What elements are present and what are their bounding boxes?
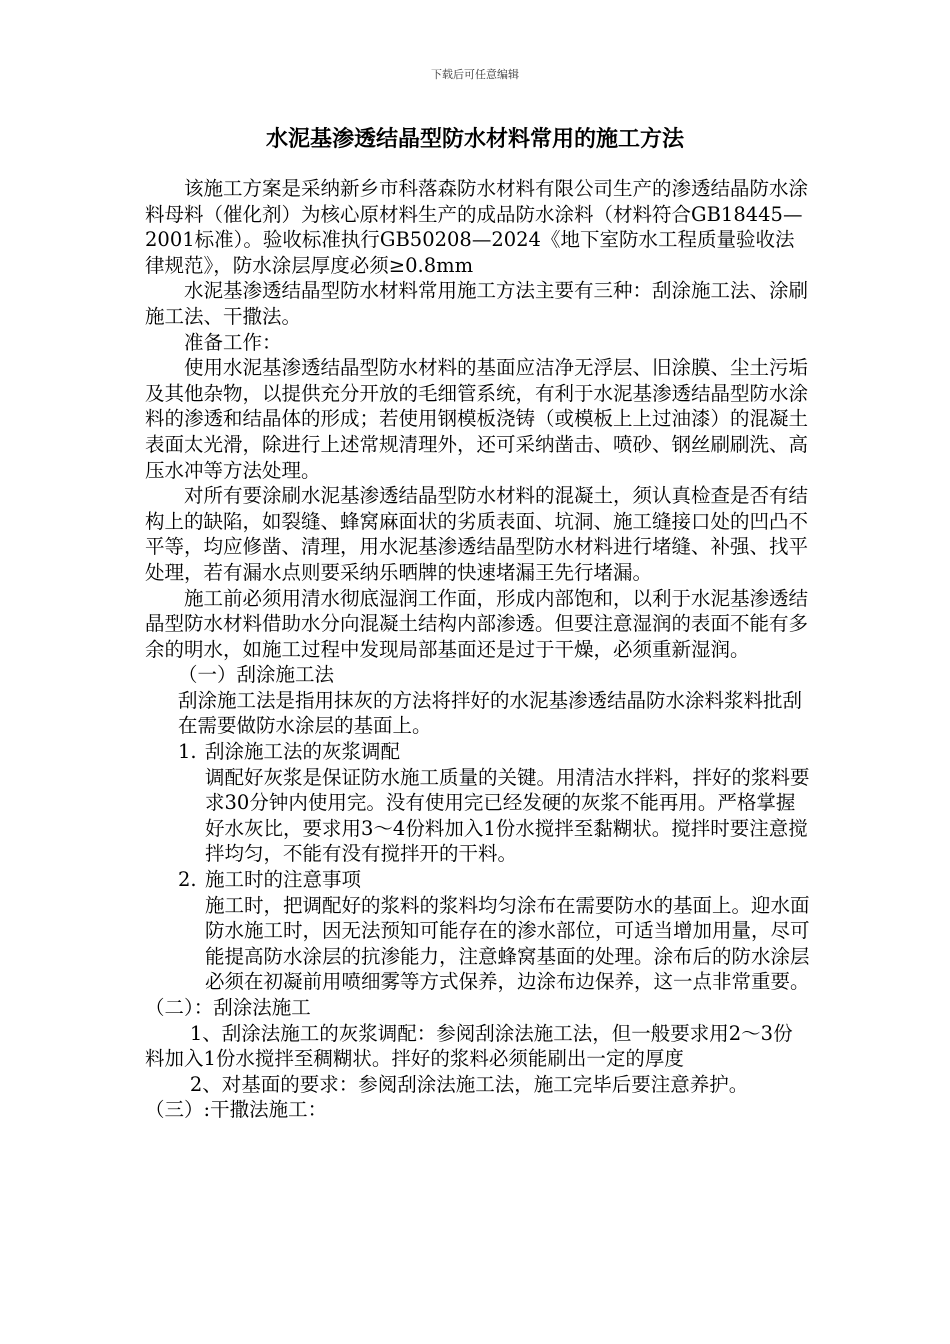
document-title: 水泥基渗透结晶型防水材料常用的施工方法 xyxy=(265,126,684,152)
section-2-heading: （二）：刮涂法施工 xyxy=(145,996,311,1019)
list-item-title: 施工时的注意事项 xyxy=(205,868,362,892)
section-2-paragraph-2: 2、对基面的要求：参阅刮涂法施工法，施工完毕后要注意养护。 xyxy=(189,1072,749,1096)
list-item xyxy=(145,867,810,893)
prep-paragraph-2: 对所有要涂刷水泥基渗透结晶型防水材料的混凝土，须认真检查是否有结构上的缺陷，如裂缝、蜂窝麻面状的劣质表面、坑洞、施工缝接口处的凹凸不平等，均应修凿、清理，用水泥基渗透结晶型防水材料进行堵缝、补强、找平处理，若有漏水点则要采纳乐晒牌的快速堵漏王先行堵漏。 xyxy=(145,484,809,584)
intro-paragraph: 该施工方案是采纳新乡市科落森防水材料有限公司生产的渗透结晶防水涂料母料（催化剂）为核心原材料生产的成品防水涂料（材料符合GB18445—2001标准）。验收标准执行GB50208—2024《地下室防水工程质量验收法律规范》，防水涂层厚度必须≥0.8mm xyxy=(145,177,809,277)
methods-summary: 水泥基渗透结晶型防水材料常用施工方法主要有三种：刮涂施工法、涂刷施工法、干撒法。 xyxy=(145,279,809,328)
prep-paragraph-3: 施工前必须用清水彻底湿润工作面，形成内部饱和，以利于水泥基渗透结晶型防水材料借助水分向混凝土结构内部渗透。但要注意湿润的表面不能有多余的明水，如施工过程中发现局部基面还是过于干燥，必须重新湿润。 xyxy=(145,586,809,661)
section-2-paragraph-1: 1、刮涂法施工的灰浆调配：参阅刮涂法施工法，但一般要求用2～3份料加入1份水搅拌至稠糊状。拌好的浆料必须能刷出一定的厚度 xyxy=(145,1021,793,1071)
list-item-number: 2. xyxy=(178,868,197,892)
document-body xyxy=(145,176,810,1123)
list-item xyxy=(145,739,810,765)
list-item-text: 调配好灰浆是保证防水施工质量的关键。用清洁水拌料，拌好的浆料要求30分钟内使用完。没有使用完已经发硬的灰浆不能再用。严格掌握好水灰比，要求用3～4份料加入1份水搅拌至黏糊状。搅拌时要注意搅拌均匀，不能有没有搅拌开的干料。 xyxy=(205,765,810,866)
prep-heading: 准备工作： xyxy=(184,330,282,354)
page-header: 下载后可任意编辑 xyxy=(431,68,519,81)
list-item-text: 施工时，把调配好的浆料的浆料均匀涂布在需要防水的基面上。迎水面防水施工时，因无法预知可能存在的渗水部位，可适当增加用量，尽可能提高防水涂层的抗渗能力，注意蜂窝基面的处理。涂布后的防水涂层必须在初凝前用喷细雾等方式保养，边涂布边保养，这一点非常重要。 xyxy=(205,893,810,994)
section-3-heading: （三）:干撒法施工： xyxy=(145,1098,328,1122)
list-item-number: 1. xyxy=(178,740,197,764)
section-1-heading: （一）刮涂施工法 xyxy=(178,663,335,687)
list-item-title: 刮涂施工法的灰浆调配 xyxy=(205,740,401,764)
prep-paragraph-1: 使用水泥基渗透结晶型防水材料的基面应洁净无浮层、旧涂膜、尘土污垢及其他杂物，以提供充分开放的毛细管系统，有利于水泥基渗透结晶型防水涂料的渗透和结晶体的形成；若使用钢模板浇铸（或模板上上过油漆）的混凝土表面太光滑，除进行上述常规清理外，还可采纳凿击、喷砂、钢丝刷刷洗、高压水冲等方法处理。 xyxy=(145,356,809,482)
section-1-description: 刮涂施工法是指用抹灰的方法将拌好的水泥基渗透结晶防水涂料浆料批刮在需要做防水涂层的基面上。 xyxy=(178,688,803,738)
